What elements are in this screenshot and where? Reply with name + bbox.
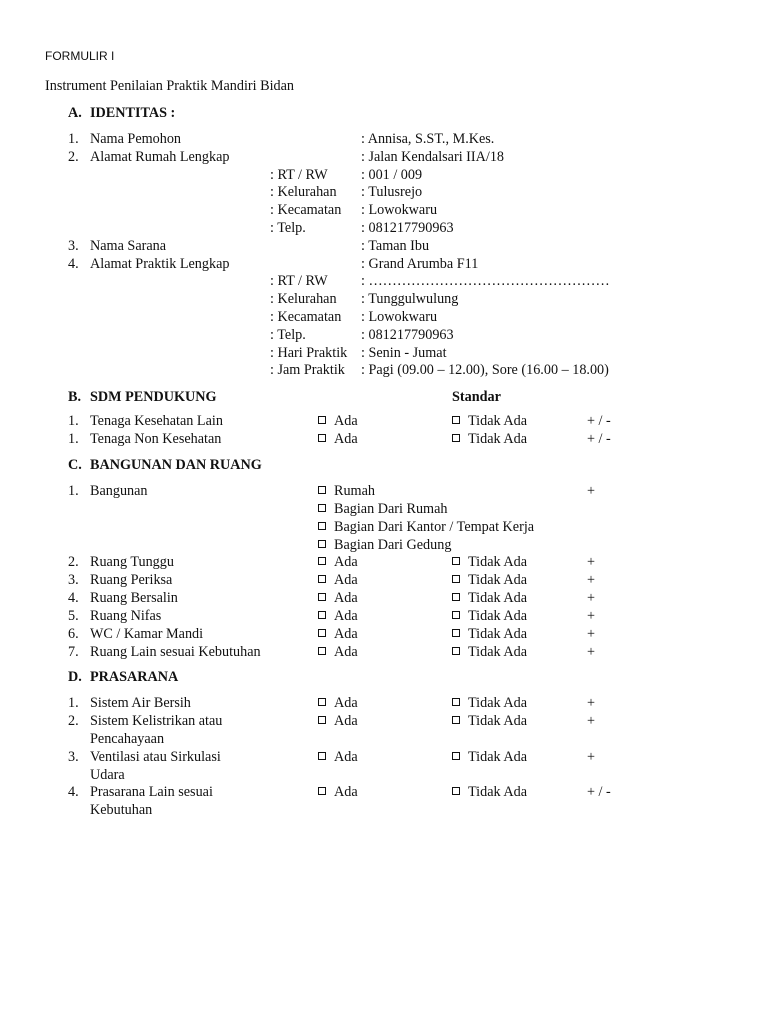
item-label: Ventilasi atau Sirkulasi (90, 749, 221, 765)
field-value: : …………………………………………… (361, 273, 610, 290)
option-label: Tidak Ada (468, 643, 527, 660)
list-number: 7. (68, 643, 79, 660)
list-number: 3. (68, 749, 79, 765)
list-number: 3. (68, 571, 79, 588)
field-label: Nama Sarana (90, 237, 167, 254)
option-label: Ada (334, 571, 358, 588)
item-label: Bangunan (90, 483, 148, 499)
item-label: Ruang Bersalin (90, 589, 178, 606)
checkbox-square-icon[interactable] (318, 557, 326, 565)
option-label: Ada (334, 554, 358, 570)
standar-value: + / - (587, 784, 611, 800)
option-bangunan[interactable] (318, 536, 451, 554)
option-label: Ada (334, 607, 358, 624)
option-ada[interactable] (318, 412, 358, 430)
option-bangunan[interactable] (318, 518, 534, 536)
checkbox-square-icon[interactable] (452, 434, 460, 442)
checkbox-square-icon[interactable] (452, 716, 460, 724)
list-number: 4. (68, 589, 79, 606)
checkbox-square-icon[interactable] (318, 611, 326, 619)
standar-value: + / - (587, 431, 611, 447)
checkbox-square-icon[interactable] (318, 752, 326, 760)
section-d-heading: PRASARANA (90, 669, 179, 685)
checkbox-square-icon[interactable] (318, 787, 326, 795)
option-label: Tidak Ada (468, 589, 527, 606)
field-value: : Annisa, S.ST., M.Kes. (361, 131, 495, 147)
option-label: Ada (334, 749, 358, 765)
item-label: Ruang Periksa (90, 571, 173, 588)
field-sublabel: : Telp. (270, 220, 306, 236)
checkbox-square-icon[interactable] (452, 575, 460, 583)
field-sublabel: : Telp. (270, 326, 306, 343)
list-number: 6. (68, 625, 79, 642)
option-label: Tidak Ada (468, 713, 527, 729)
checkbox-square-icon[interactable] (452, 647, 460, 655)
list-number: 2. (68, 148, 79, 165)
option-ada[interactable] (318, 783, 358, 801)
option-label: Tidak Ada (468, 784, 527, 800)
checkbox-square-icon[interactable] (318, 416, 326, 424)
field-value: : 081217790963 (361, 220, 454, 236)
checkbox-square-icon[interactable] (318, 486, 326, 494)
option-label: Rumah (334, 483, 375, 499)
option-ada[interactable] (318, 607, 358, 625)
standar-value: + (587, 643, 596, 660)
standar-value: + (587, 589, 596, 606)
list-number: 1. (68, 431, 79, 447)
checkbox-square-icon[interactable] (318, 522, 326, 530)
checkbox-square-icon[interactable] (318, 647, 326, 655)
standar-value: + (587, 483, 596, 499)
option-bangunan[interactable] (318, 500, 447, 518)
option-ada[interactable] (318, 625, 358, 643)
option-label: Tidak Ada (468, 431, 527, 447)
standar-value: + (587, 695, 596, 711)
option-label: Bagian Dari Rumah (334, 501, 448, 517)
checkbox-square-icon[interactable] (452, 611, 460, 619)
option-ada[interactable] (318, 694, 358, 712)
option-tidak-ada[interactable] (452, 748, 527, 766)
option-label: Tidak Ada (468, 695, 527, 711)
option-tidak-ada[interactable] (452, 783, 527, 801)
option-ada[interactable] (318, 712, 358, 730)
list-number: 4. (68, 255, 79, 272)
field-value: : 081217790963 (361, 326, 454, 343)
checkbox-square-icon[interactable] (318, 716, 326, 724)
standar-value: + (587, 554, 596, 570)
checkbox-square-icon[interactable] (318, 575, 326, 583)
checkbox-square-icon[interactable] (452, 787, 460, 795)
field-value: : Tunggulwulung (361, 291, 459, 308)
field-sublabel: : Kecamatan (270, 202, 342, 219)
option-bangunan[interactable] (318, 482, 375, 500)
field-value: : Pagi (09.00 – 12.00), Sore (16.00 – 18.00) (361, 362, 609, 379)
field-label: Nama Pemohon (90, 131, 182, 147)
section-d-letter: D. (68, 669, 82, 685)
checkbox-square-icon[interactable] (452, 698, 460, 706)
checkbox-square-icon[interactable] (452, 629, 460, 637)
field-label: Alamat Praktik Lengkap (90, 255, 230, 272)
option-tidak-ada[interactable] (452, 553, 527, 571)
option-label: Tidak Ada (468, 607, 527, 624)
section-a-letter: A. (68, 105, 82, 121)
standar-value: + (587, 625, 596, 642)
item-label-continued: Kebutuhan (90, 802, 153, 818)
option-tidak-ada[interactable] (452, 412, 527, 430)
item-label: Prasarana Lain sesuai (90, 784, 213, 800)
option-label: Ada (334, 713, 358, 729)
field-sublabel: : Jam Praktik (270, 362, 345, 379)
option-label: Bagian Dari Kantor / Tempat Kerja (334, 519, 535, 535)
list-number: 1. (68, 131, 79, 147)
field-sublabel: : Kecamatan (270, 309, 342, 325)
standar-value: + / - (587, 413, 611, 429)
item-label: WC / Kamar Mandi (90, 625, 204, 642)
field-sublabel: : Hari Praktik (270, 344, 348, 361)
checkbox-square-icon[interactable] (452, 557, 460, 565)
option-ada[interactable] (318, 553, 358, 571)
checkbox-square-icon[interactable] (452, 593, 460, 601)
option-tidak-ada[interactable] (452, 712, 527, 730)
option-ada[interactable] (318, 643, 358, 661)
section-c-letter: C. (68, 457, 82, 473)
item-label: Sistem Kelistrikan atau (90, 713, 223, 729)
checkbox-square-icon[interactable] (318, 434, 326, 442)
field-value: : Senin - Jumat (361, 344, 447, 361)
checkbox-square-icon[interactable] (452, 752, 460, 760)
standar-column-label: Standar (452, 389, 501, 405)
field-value: : Jalan Kendalsari IIA/18 (361, 148, 505, 165)
option-label: Ada (334, 589, 358, 606)
list-number: 1. (68, 695, 79, 711)
field-label: Alamat Rumah Lengkap (90, 148, 230, 165)
item-label: Ruang Nifas (90, 607, 162, 624)
option-tidak-ada[interactable] (452, 625, 527, 643)
standar-value: + (587, 713, 596, 729)
list-number: 2. (68, 713, 79, 729)
field-value: : Grand Arumba F11 (361, 255, 479, 272)
field-value: : Taman Ibu (361, 237, 430, 254)
field-sublabel: : RT / RW (270, 166, 328, 183)
page-title: Instrument Penilaian Praktik Mandiri Bidan (45, 78, 295, 94)
checkbox-square-icon[interactable] (318, 593, 326, 601)
checkbox-square-icon[interactable] (318, 540, 326, 548)
item-label: Tenaga Kesehatan Lain (90, 413, 223, 429)
option-label: Tidak Ada (468, 625, 527, 642)
option-tidak-ada[interactable] (452, 430, 527, 448)
option-tidak-ada[interactable] (452, 643, 527, 661)
list-number: 4. (68, 784, 79, 800)
option-label: Tidak Ada (468, 749, 527, 765)
option-label: Tidak Ada (468, 554, 527, 570)
item-label-continued: Udara (90, 767, 125, 783)
field-sublabel: : RT / RW (270, 273, 328, 290)
list-number: 2. (68, 554, 79, 570)
option-label: Tidak Ada (468, 413, 527, 429)
option-tidak-ada[interactable] (452, 694, 527, 712)
option-tidak-ada[interactable] (452, 589, 527, 607)
option-label: Ada (334, 431, 358, 447)
option-label: Ada (334, 413, 358, 429)
standar-value: + (587, 607, 596, 624)
field-value: : Lowokwaru (361, 309, 438, 325)
option-tidak-ada[interactable] (452, 607, 527, 625)
option-label: Bagian Dari Gedung (334, 537, 452, 553)
list-number: 3. (68, 237, 79, 254)
item-label-continued: Pencahayaan (90, 731, 165, 747)
form-label: FORMULIR I (45, 49, 115, 63)
checkbox-square-icon[interactable] (318, 698, 326, 706)
field-value: : 001 / 009 (361, 166, 423, 183)
standar-value: + (587, 749, 596, 765)
section-a-heading: IDENTITAS : (90, 105, 176, 121)
field-sublabel: : Kelurahan (270, 291, 337, 308)
option-ada[interactable] (318, 430, 358, 448)
option-label: Ada (334, 695, 358, 711)
list-number: 1. (68, 483, 79, 499)
item-label: Ruang Tunggu (90, 554, 174, 570)
section-b-letter: B. (68, 389, 82, 405)
item-label: Tenaga Non Kesehatan (90, 431, 222, 447)
option-label: Ada (334, 625, 358, 642)
item-label: Ruang Lain sesuai Kebutuhan (90, 643, 261, 660)
option-ada[interactable] (318, 748, 358, 766)
option-ada[interactable] (318, 589, 358, 607)
checkbox-square-icon[interactable] (318, 629, 326, 637)
option-tidak-ada[interactable] (452, 571, 527, 589)
option-ada[interactable] (318, 571, 358, 589)
item-label: Sistem Air Bersih (90, 695, 191, 711)
section-c-heading: BANGUNAN DAN RUANG (90, 457, 262, 473)
standar-value: + (587, 571, 596, 588)
field-sublabel: : Kelurahan (270, 184, 337, 201)
field-value: : Tulusrejo (361, 184, 423, 201)
option-label: Ada (334, 784, 358, 800)
field-value: : Lowokwaru (361, 202, 438, 219)
checkbox-square-icon[interactable] (318, 504, 326, 512)
section-b-heading: SDM PENDUKUNG (90, 389, 217, 405)
option-label: Ada (334, 643, 358, 660)
list-number: 5. (68, 607, 79, 624)
checkbox-square-icon[interactable] (452, 416, 460, 424)
option-label: Tidak Ada (468, 571, 527, 588)
list-number: 1. (68, 413, 79, 429)
